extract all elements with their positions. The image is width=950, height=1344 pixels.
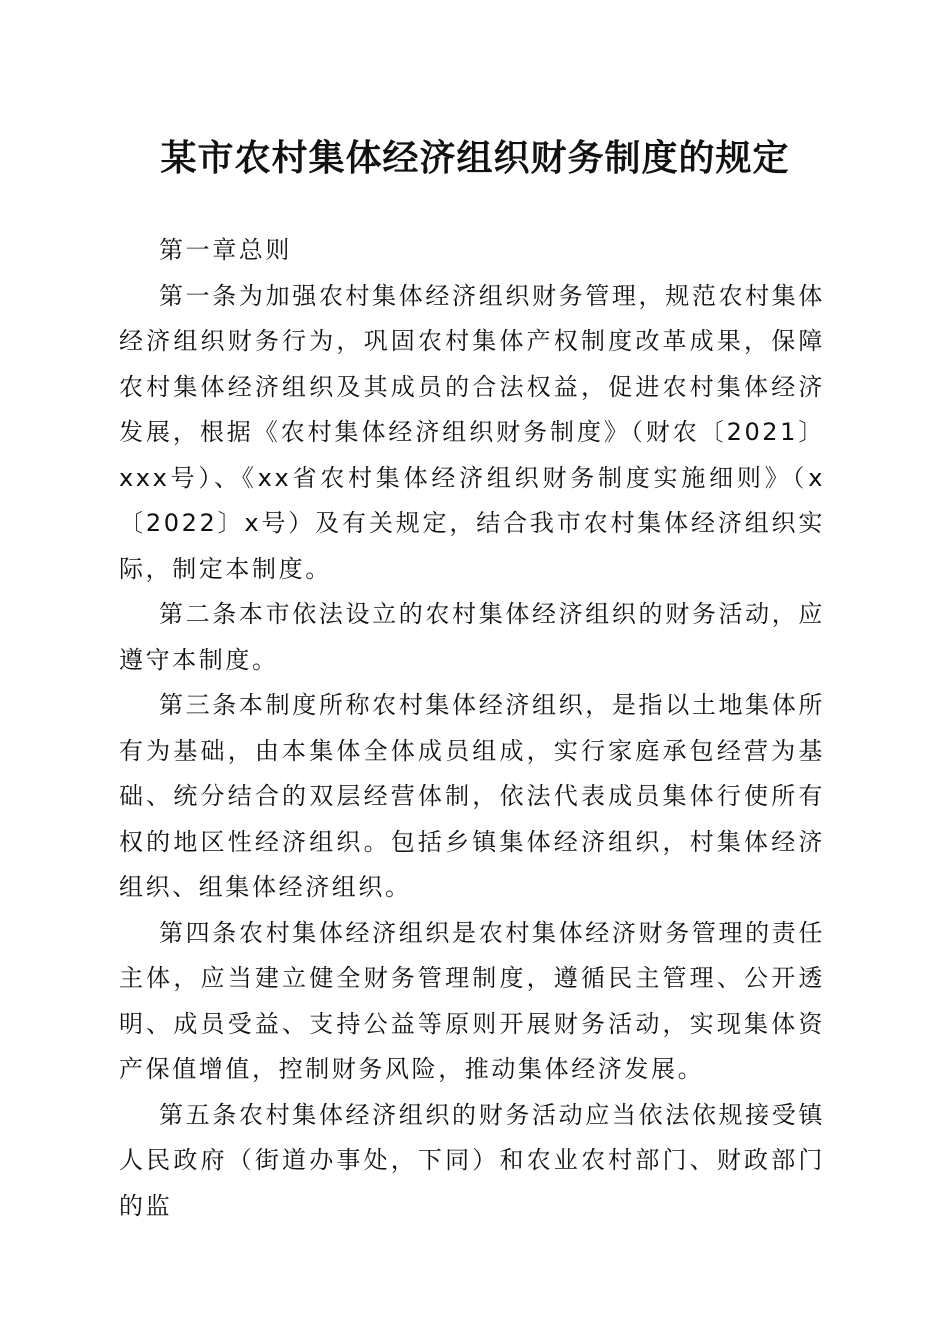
article-3-paragraph: 第三条本制度所称农村集体经济组织，是指以土地集体所有为基础，由本集体全体成员组成，实行家庭承包经营为基础、统分结合的双层经营体制，依法代表成员集体行使所有权的地区性经济组织。包括乡镇集体经济组织，村集体经济组织、组集体经济组织。 xyxy=(119,691,825,901)
article-4-paragraph: 第四条农村集体经济组织是农村集体经济财务管理的责任主体，应当建立健全财务管理制度，遵循民主管理、公开透明、成员受益、支持公益等原则开展财务活动，实现集体资产保值增值，控制财务风险，推动集体经济发展。 xyxy=(119,918,825,1083)
article-2-paragraph: 第二条本市依法设立的农村集体经济组织的财务活动，应遵守本制度。 xyxy=(119,600,825,674)
chapter-heading: 第一章总则 xyxy=(159,236,292,264)
article-5-paragraph: 第五条农村集体经济组织的财务活动应当依法依规接受镇人民政府（街道办事处，下同）和农业农村部门、财政部门的监 xyxy=(119,1100,825,1220)
document-title: 某市农村集体经济组织财务制度的规定 xyxy=(160,137,790,179)
document-body xyxy=(119,228,825,1229)
article-1-paragraph: 第一条为加强农村集体经济组织财务管理，规范农村集体经济组织财务行为，巩固农村集体产权制度改革成果，保障农村集体经济组织及其成员的合法权益，促进农村集体经济发展，根据《农村集体经济组织财务制度》（财农〔2021〕xxx号）、《xx省农村集体经济组织财务制度实施细则》（x〔2022〕x号）及有关规定，结合我市农村集体经济组织实际，制定本制度。 xyxy=(119,281,825,583)
